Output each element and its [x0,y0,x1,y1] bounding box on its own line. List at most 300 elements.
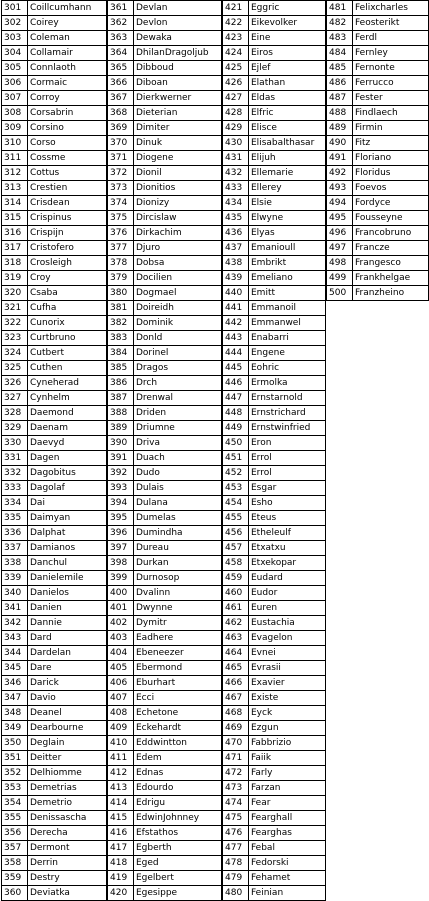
name-cell: Dorinel [134,346,222,361]
row-number: 436 [223,226,249,241]
table-row [2,256,107,271]
row-number: 302 [2,16,28,31]
name-cell: Fabbrizio [249,736,326,751]
table-row [2,766,107,781]
table-row [2,1,107,16]
name-cell: Dulana [134,496,222,511]
name-cell: Dwynne [134,601,222,616]
table-row [108,346,222,361]
name-cell: Daimyan [28,511,107,526]
table-row [223,196,326,211]
row-number: 374 [108,196,134,211]
row-number: 497 [327,241,353,256]
name-cell: Dinuk [134,136,222,151]
table-row [2,166,107,181]
row-number: 434 [223,196,249,211]
names-column-4 [326,0,429,301]
name-cell: Diboan [134,76,222,91]
table-row [223,661,326,676]
row-number: 402 [108,616,134,631]
name-cell: Daenam [28,421,107,436]
name-cell: Eiros [249,46,326,61]
names-column-2 [107,0,222,901]
row-number: 312 [2,166,28,181]
row-number: 383 [108,331,134,346]
table-row [223,496,326,511]
table-row [108,406,222,421]
row-number: 385 [108,361,134,376]
row-number: 441 [223,301,249,316]
row-number: 438 [223,256,249,271]
name-cell: EdwinJohnney [134,811,222,826]
name-cell: Fearghall [249,811,326,826]
row-number: 411 [108,751,134,766]
name-cell: Ernstarnold [249,391,326,406]
table-row [223,46,326,61]
name-cell: Dardelan [28,646,107,661]
row-number: 387 [108,391,134,406]
table-row [327,61,429,76]
table-row [327,286,429,301]
row-number: 368 [108,106,134,121]
table-row [108,616,222,631]
name-cell: Csaba [28,286,107,301]
row-number: 320 [2,286,28,301]
row-number: 452 [223,466,249,481]
table-row [223,721,326,736]
table-row [108,136,222,151]
table-row [2,691,107,706]
table-row [108,181,222,196]
name-cell: Frankhelgae [353,271,429,286]
table-row [327,121,429,136]
row-number: 308 [2,106,28,121]
table-row [2,391,107,406]
table-row [223,76,326,91]
name-cell: Ellemarie [249,166,326,181]
row-number: 342 [2,616,28,631]
row-number: 389 [108,421,134,436]
table-row [2,376,107,391]
name-cell: Doireidh [134,301,222,316]
row-number: 427 [223,91,249,106]
row-number: 491 [327,151,353,166]
table-row [108,886,222,901]
name-cell: Drenwal [134,391,222,406]
name-cell: Etxekopar [249,556,326,571]
row-number: 409 [108,721,134,736]
name-cell: Fear [249,796,326,811]
row-number: 356 [2,826,28,841]
table-row [223,1,326,16]
table-row [223,856,326,871]
table-row [223,511,326,526]
name-cell: Driden [134,406,222,421]
name-cell: Errol [249,466,326,481]
name-cell: Dagen [28,451,107,466]
table-row [223,121,326,136]
row-number: 458 [223,556,249,571]
table-row [223,406,326,421]
table-row [108,481,222,496]
table-row [2,826,107,841]
name-cell: Ecci [134,691,222,706]
name-cell: Dibboud [134,61,222,76]
table-row [108,46,222,61]
table-row [2,811,107,826]
row-number: 456 [223,526,249,541]
name-cell: Ednas [134,766,222,781]
table-row [108,121,222,136]
row-number: 480 [223,886,249,901]
table-row [108,826,222,841]
name-cell: Dionitios [134,181,222,196]
table-row [108,676,222,691]
name-cell: Eudor [249,586,326,601]
name-cell: Etxatxu [249,541,326,556]
table-row [108,661,222,676]
table-row [108,316,222,331]
row-number: 494 [327,196,353,211]
table-row [108,556,222,571]
row-number: 474 [223,796,249,811]
table-row [223,616,326,631]
row-number: 315 [2,211,28,226]
table-row [2,226,107,241]
name-cell: Emitt [249,286,326,301]
row-number: 341 [2,601,28,616]
row-number: 407 [108,691,134,706]
row-number: 333 [2,481,28,496]
row-number: 466 [223,676,249,691]
table-row [2,856,107,871]
name-cell: Dymitr [134,616,222,631]
name-cell: Dionizy [134,196,222,211]
table-row [108,751,222,766]
name-cell: Dierkwerner [134,91,222,106]
table-row [2,136,107,151]
row-number: 500 [327,286,353,301]
name-cell: Coleman [28,31,107,46]
name-cell: Devlan [134,1,222,16]
name-cell: Eldas [249,91,326,106]
row-number: 426 [223,76,249,91]
name-cell: Cottus [28,166,107,181]
row-number: 448 [223,406,249,421]
table-row [223,316,326,331]
table-row [2,721,107,736]
row-number: 481 [327,1,353,16]
name-cell: Crispinus [28,211,107,226]
row-number: 311 [2,151,28,166]
table-row [223,631,326,646]
name-cell: Dard [28,631,107,646]
table-row [108,31,222,46]
row-number: 332 [2,466,28,481]
name-cell: Dobsa [134,256,222,271]
name-cell: Eddwintton [134,736,222,751]
row-number: 318 [2,256,28,271]
row-number: 457 [223,541,249,556]
name-cell: Ferdl [353,31,429,46]
row-number: 351 [2,751,28,766]
name-cell: Dumelas [134,511,222,526]
names-column-1 [1,0,107,901]
table-row [2,601,107,616]
table-row [108,226,222,241]
row-number: 344 [2,646,28,661]
row-number: 455 [223,511,249,526]
row-number: 388 [108,406,134,421]
table-row [2,796,107,811]
name-cell: Coillcumhann [28,1,107,16]
table-row [223,391,326,406]
table-row [108,451,222,466]
table-row [108,301,222,316]
name-cell: Collamair [28,46,107,61]
table-row [2,406,107,421]
name-cell: Cunorix [28,316,107,331]
name-cell: Damianos [28,541,107,556]
table-row [2,121,107,136]
table-row [2,841,107,856]
row-number: 375 [108,211,134,226]
row-number: 425 [223,61,249,76]
table-row [2,736,107,751]
name-cell: Ebeneezer [134,646,222,661]
table-row [223,361,326,376]
row-number: 377 [108,241,134,256]
table-row [108,541,222,556]
row-number: 483 [327,31,353,46]
table-row [223,106,326,121]
row-number: 422 [223,16,249,31]
name-cell: Dircislaw [134,211,222,226]
name-cell: Eteus [249,511,326,526]
name-cell: Etheleulf [249,526,326,541]
row-number: 423 [223,31,249,46]
table-row [223,676,326,691]
row-number: 464 [223,646,249,661]
table-row [327,151,429,166]
row-number: 465 [223,661,249,676]
row-number: 365 [108,61,134,76]
table-row [223,346,326,361]
table-row [327,166,429,181]
row-number: 462 [223,616,249,631]
row-number: 403 [108,631,134,646]
table-row [223,706,326,721]
row-number: 399 [108,571,134,586]
table-row [108,691,222,706]
table-row [327,136,429,151]
row-number: 339 [2,571,28,586]
row-number: 496 [327,226,353,241]
table-row [108,361,222,376]
name-cell: Denissascha [28,811,107,826]
row-number: 361 [108,1,134,16]
name-cell: Cufha [28,301,107,316]
table-row [223,871,326,886]
row-number: 370 [108,136,134,151]
table-row [2,571,107,586]
name-cell: Ezgun [249,721,326,736]
row-number: 432 [223,166,249,181]
table-row [108,421,222,436]
table-row [2,106,107,121]
name-cell: Eburhart [134,676,222,691]
row-number: 326 [2,376,28,391]
row-number: 479 [223,871,249,886]
row-number: 484 [327,46,353,61]
table-row [223,436,326,451]
row-number: 325 [2,361,28,376]
row-number: 477 [223,841,249,856]
row-number: 319 [2,271,28,286]
table-row [327,196,429,211]
table-row [2,91,107,106]
name-cell: Durkan [134,556,222,571]
name-cell: Cormaic [28,76,107,91]
name-cell: Demetrio [28,796,107,811]
name-cell: Fernonte [353,61,429,76]
row-number: 450 [223,436,249,451]
table-row [2,436,107,451]
row-number: 451 [223,451,249,466]
table-row [2,511,107,526]
row-number: 398 [108,556,134,571]
name-cell: Dagobitus [28,466,107,481]
name-cell: Crestien [28,181,107,196]
name-cell: Elyas [249,226,326,241]
table-row [223,451,326,466]
row-number: 445 [223,361,249,376]
row-number: 379 [108,271,134,286]
table-row [2,481,107,496]
name-cell: Eine [249,31,326,46]
row-number: 357 [2,841,28,856]
row-number: 367 [108,91,134,106]
table-row [2,286,107,301]
name-cell: Embrikt [249,256,326,271]
table-row [223,421,326,436]
row-number: 461 [223,601,249,616]
table-row [327,226,429,241]
name-cell: Francze [353,241,429,256]
row-number: 313 [2,181,28,196]
row-number: 336 [2,526,28,541]
row-number: 490 [327,136,353,151]
row-number: 306 [2,76,28,91]
table-row [223,181,326,196]
name-cell: Crispijn [28,226,107,241]
row-number: 446 [223,376,249,391]
row-number: 349 [2,721,28,736]
row-number: 478 [223,856,249,871]
table-row [2,586,107,601]
row-number: 322 [2,316,28,331]
name-cell: Dragos [134,361,222,376]
row-number: 437 [223,241,249,256]
table-row [108,781,222,796]
table-row [108,871,222,886]
row-number: 486 [327,76,353,91]
table-row [2,46,107,61]
name-cell: Emmanwel [249,316,326,331]
name-cell: Dannie [28,616,107,631]
row-number: 378 [108,256,134,271]
table-row [327,181,429,196]
name-cell: Cristofero [28,241,107,256]
row-number: 309 [2,121,28,136]
row-number: 343 [2,631,28,646]
table-row [2,16,107,31]
name-cell: DhilanDragoljub [134,46,222,61]
row-number: 358 [2,856,28,871]
name-cell: Eged [134,856,222,871]
row-number: 492 [327,166,353,181]
name-cell: Farzan [249,781,326,796]
row-number: 371 [108,151,134,166]
table-row [327,106,429,121]
table-row [108,841,222,856]
table-row [223,271,326,286]
row-number: 366 [108,76,134,91]
row-number: 460 [223,586,249,601]
table-row [223,766,326,781]
table-row [223,526,326,541]
name-cell: Davio [28,691,107,706]
row-number: 420 [108,886,134,901]
name-cell: Derecha [28,826,107,841]
name-cell: Efstathos [134,826,222,841]
name-cell: Curtbruno [28,331,107,346]
name-cell: Coirey [28,16,107,31]
name-cell: Dieterian [134,106,222,121]
table-row [108,331,222,346]
table-row [108,211,222,226]
table-row [108,106,222,121]
table-row [2,556,107,571]
name-cell: Ernstrichard [249,406,326,421]
table-row [108,1,222,16]
name-cell: Darick [28,676,107,691]
row-number: 360 [2,886,28,901]
table-row [2,871,107,886]
row-number: 382 [108,316,134,331]
name-cell: Dulais [134,481,222,496]
table-row [223,331,326,346]
table-row [2,751,107,766]
table-row [327,76,429,91]
table-row [2,181,107,196]
table-row [2,196,107,211]
table-row [223,151,326,166]
name-cell: Exavier [249,676,326,691]
row-number: 489 [327,121,353,136]
name-cell: Durnosop [134,571,222,586]
name-cell: Emeliano [249,271,326,286]
name-cell: Floridus [353,166,429,181]
row-number: 440 [223,286,249,301]
row-number: 495 [327,211,353,226]
table-row [108,766,222,781]
row-number: 353 [2,781,28,796]
row-number: 459 [223,571,249,586]
name-cell: Esho [249,496,326,511]
row-number: 330 [2,436,28,451]
name-cell: Danien [28,601,107,616]
